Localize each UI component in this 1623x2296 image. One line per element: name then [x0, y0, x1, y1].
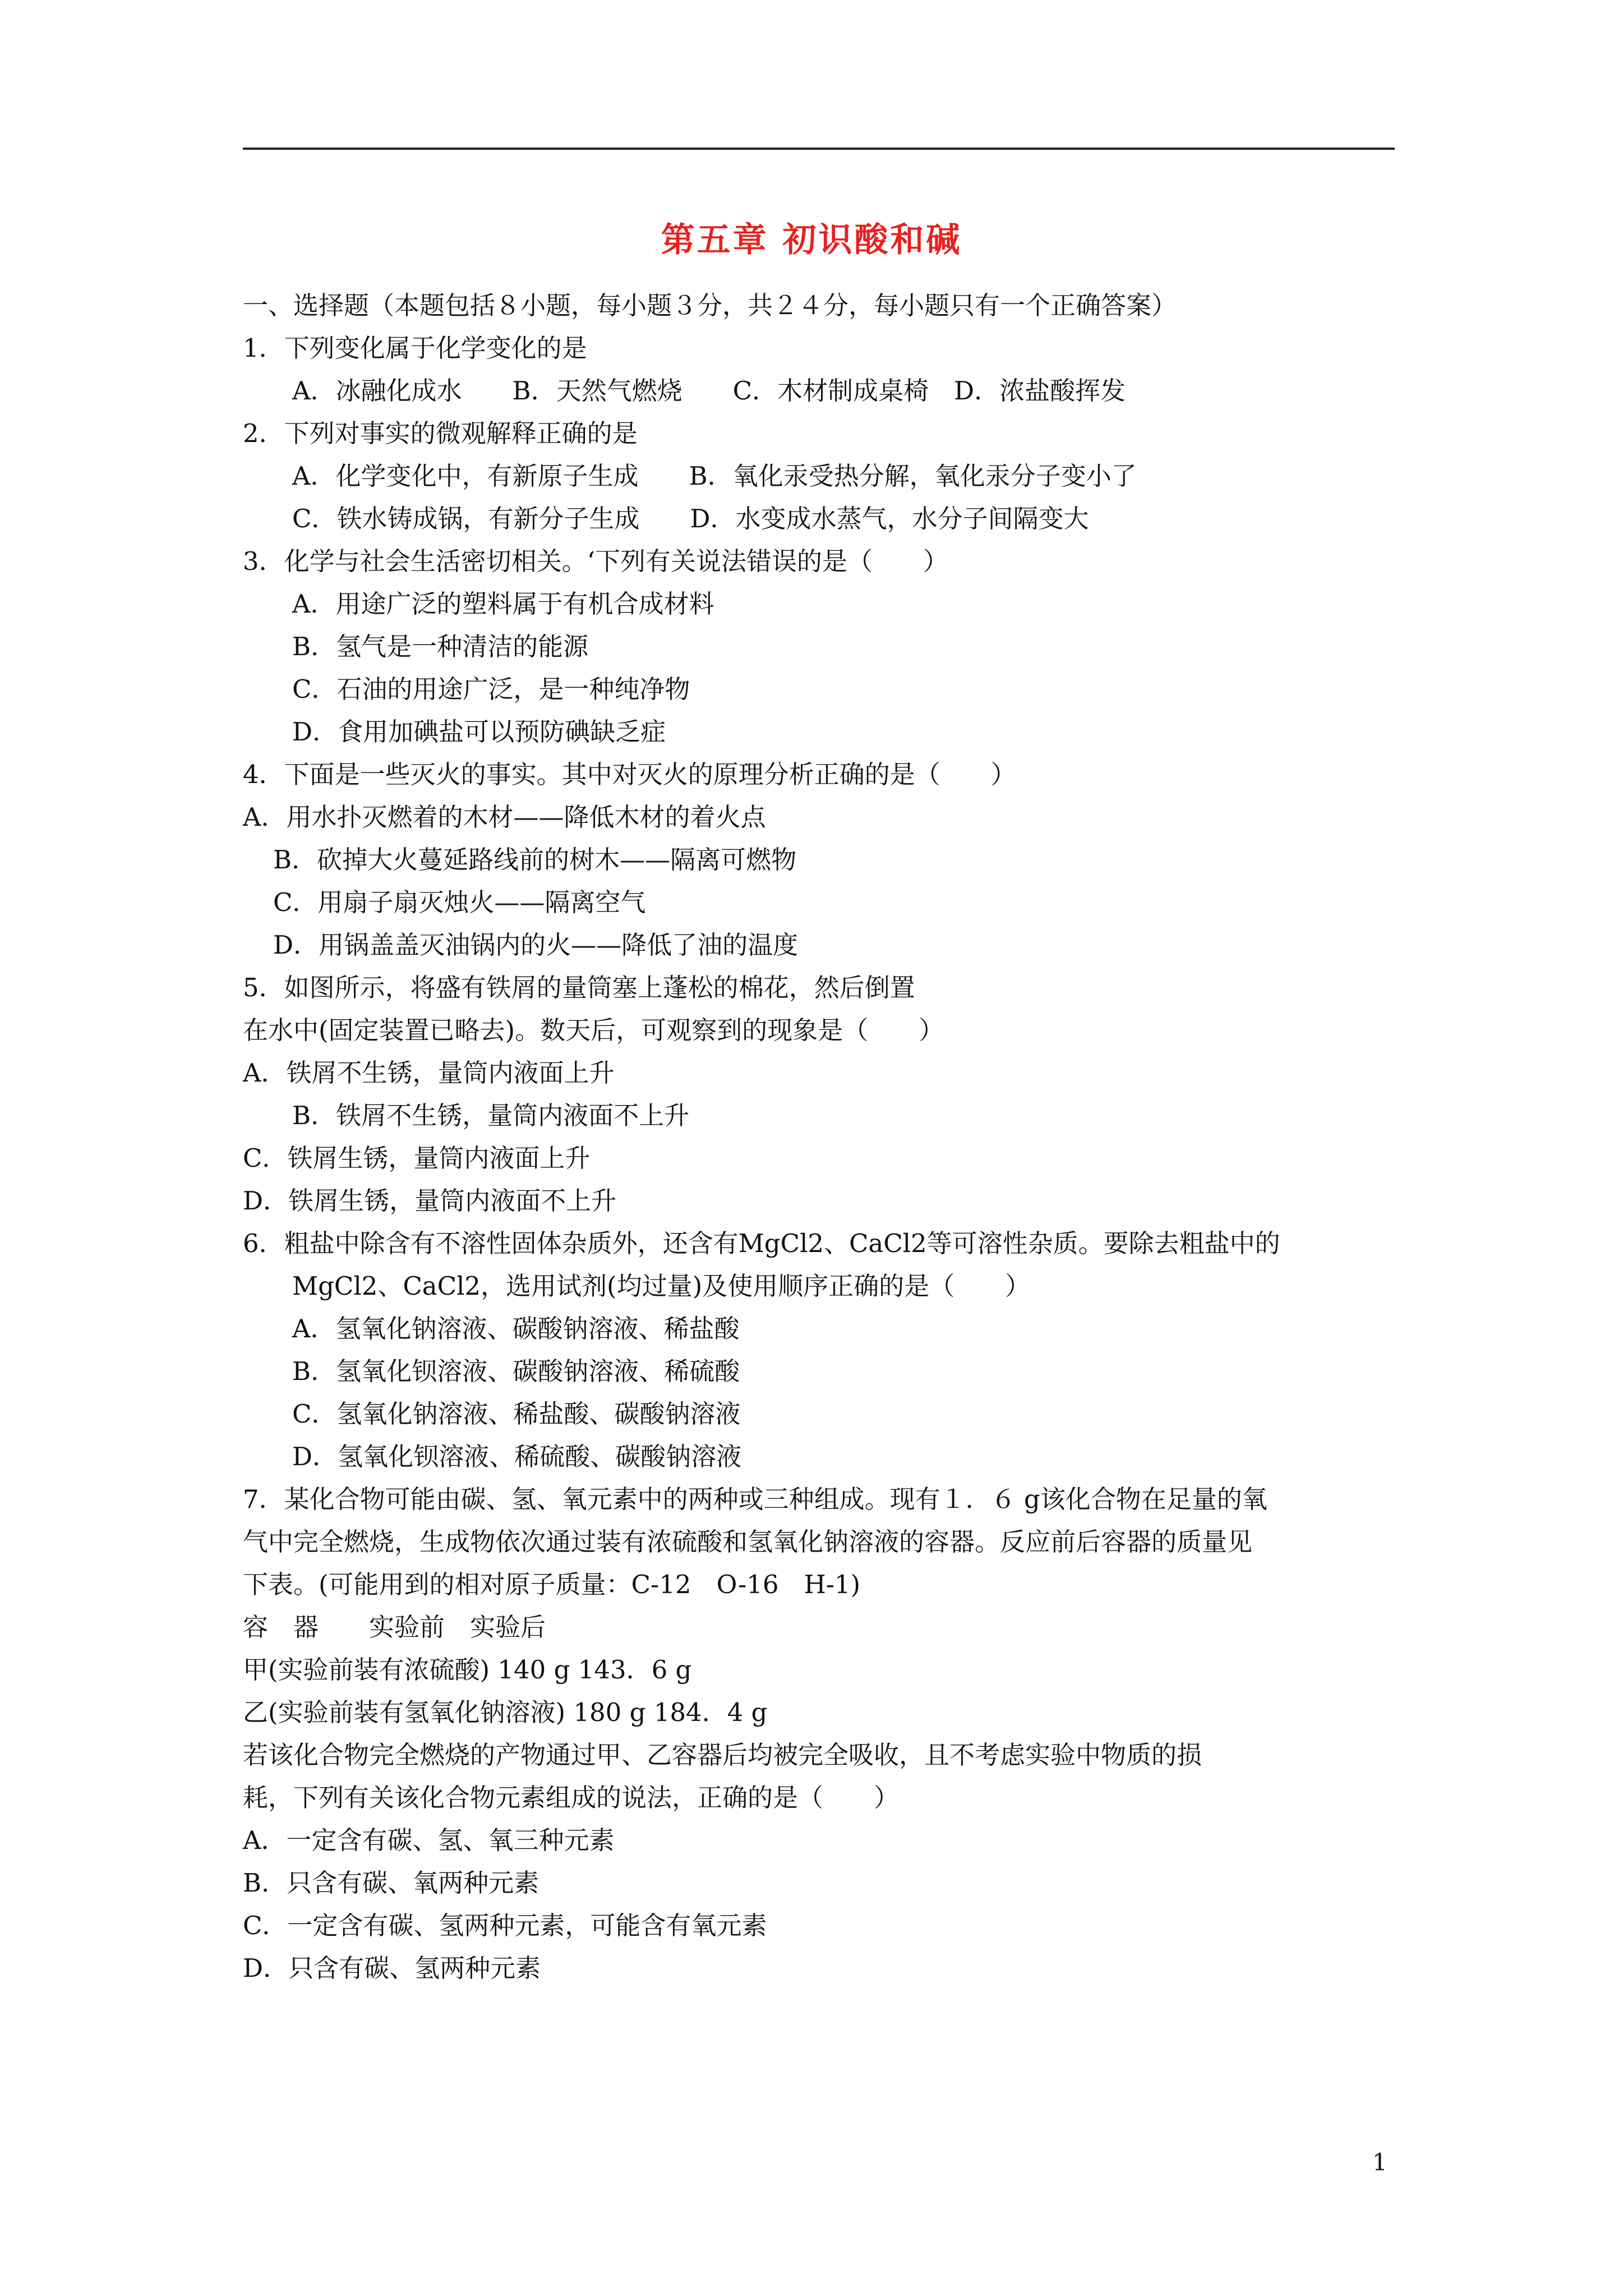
page-number: 1	[1372, 2148, 1387, 2176]
question-2: 2．下列对事实的微观解释正确的是	[243, 418, 638, 448]
question-3: 3．化学与社会生活密切相关。‘下列有关说法错误的是（ ）	[243, 546, 948, 576]
q3-option-c: C．石油的用途广泛，是一种纯净物	[292, 674, 690, 704]
q5-option-c: C．铁屑生锈，量筒内液面上升	[243, 1143, 591, 1173]
question-7-line-4: 若该化合物完全燃烧的产物通过甲、乙容器后均被完全吸收，且不考虑实验中物质的损	[243, 1740, 1202, 1770]
q1-options: A．冰融化成水 B．天然气燃烧 C．木材制成桌椅 D．浓盐酸挥发	[292, 376, 1126, 406]
question-1: 1．下列变化属于化学变化的是	[243, 333, 587, 363]
q5-option-d: D．铁屑生锈，量筒内液面不上升	[243, 1186, 617, 1216]
q3-option-d: D．食用加碘盐可以预防碘缺乏症	[292, 717, 666, 747]
question-7-line-1: 7．某化合物可能由碳、氢、氧元素中的两种或三种组成。现有１．６ g该化合物在足量的氧	[243, 1484, 1267, 1514]
q6-option-b: B．氢氧化钡溶液、碳酸钠溶液、稀硫酸	[292, 1356, 740, 1386]
q4-option-c: C．用扇子扇灭烛火——隔离空气	[273, 887, 646, 917]
section-heading: 一、选择题（本题包括８小题，每小题３分，共２４分，每小题只有一个正确答案）	[243, 291, 1177, 320]
q7-option-d: D．只含有碳、氢两种元素	[243, 1953, 541, 1983]
q4-option-d: D．用锅盖盖灭油锅内的火——降低了油的温度	[273, 930, 799, 960]
q2-options-cd: C．铁水铸成锅，有新分子生成 D．水变成水蒸气，水分子间隔变大	[292, 504, 1089, 533]
q7-option-a: A．一定含有碳、氢、氧三种元素	[243, 1825, 615, 1855]
q2-options-ab: A．化学变化中，有新原子生成 B．氧化汞受热分解，氧化汞分子变小了	[292, 461, 1137, 491]
question-4: 4．下面是一些灭火的事实。其中对灭火的原理分析正确的是（ ）	[243, 760, 1016, 789]
q5-option-b: B．铁屑不生锈，量筒内液面不上升	[292, 1101, 690, 1130]
header-rule	[243, 148, 1395, 150]
q7-table-row-1: 甲(实验前装有浓硫酸) 140 g 143．6 g	[243, 1655, 692, 1685]
question-7-line-2: 气中完全燃烧，生成物依次通过装有浓硫酸和氢氧化钠溶液的容器。反应前后容器的质量见	[243, 1527, 1253, 1557]
q3-option-b: B．氢气是一种清洁的能源	[292, 632, 589, 661]
question-7-line-3: 下表。(可能用到的相对原子质量：C-12 O-16 H-1)	[243, 1570, 861, 1599]
q6-option-c: C．氢氧化钠溶液、稀盐酸、碳酸钠溶液	[292, 1399, 741, 1429]
q7-option-b: B．只含有碳、氧两种元素	[243, 1868, 540, 1898]
q7-option-c: C．一定含有碳、氢两种元素，可能含有氧元素	[243, 1911, 767, 1940]
question-6-line-1: 6．粗盐中除含有不溶性固体杂质外，还含有MgCl2、CaCl2等可溶性杂质。要除去粗盐中的	[243, 1228, 1280, 1258]
question-5-line-1: 5．如图所示，将盛有铁屑的量筒塞上蓬松的棉花，然后倒置	[243, 973, 915, 1002]
q6-option-a: A．氢氧化钠溶液、碳酸钠溶液、稀盐酸	[292, 1314, 740, 1343]
question-7-line-5: 耗，下列有关该化合物元素组成的说法，正确的是（ ）	[243, 1783, 900, 1812]
q7-table-header: 容 器 实验前 实验后	[243, 1612, 546, 1642]
chapter-title: 第五章 初识酸和碱	[661, 220, 962, 260]
q7-table-row-2: 乙(实验前装有氢氧化钠溶液) 180 g 184．4 g	[243, 1697, 768, 1727]
question-5-line-2: 在水中(固定装置已略去)。数天后，可观察到的现象是（ ）	[243, 1015, 944, 1045]
q4-option-a: A．用水扑灭燃着的木材——降低木材的着火点	[243, 802, 766, 832]
q4-option-b: B．砍掉大火蔓延路线前的树木——隔离可燃物	[273, 845, 797, 875]
q3-option-a: A．用途广泛的塑料属于有机合成材料	[292, 589, 714, 619]
q6-option-d: D．氢氧化钡溶液、稀硫酸、碳酸钠溶液	[292, 1442, 742, 1471]
q5-option-a: A．铁屑不生锈，量筒内液面上升	[243, 1058, 615, 1088]
question-6-line-2: MgCl2、CaCl2，选用试剂(均过量)及使用顺序正确的是（ ）	[292, 1271, 1031, 1301]
